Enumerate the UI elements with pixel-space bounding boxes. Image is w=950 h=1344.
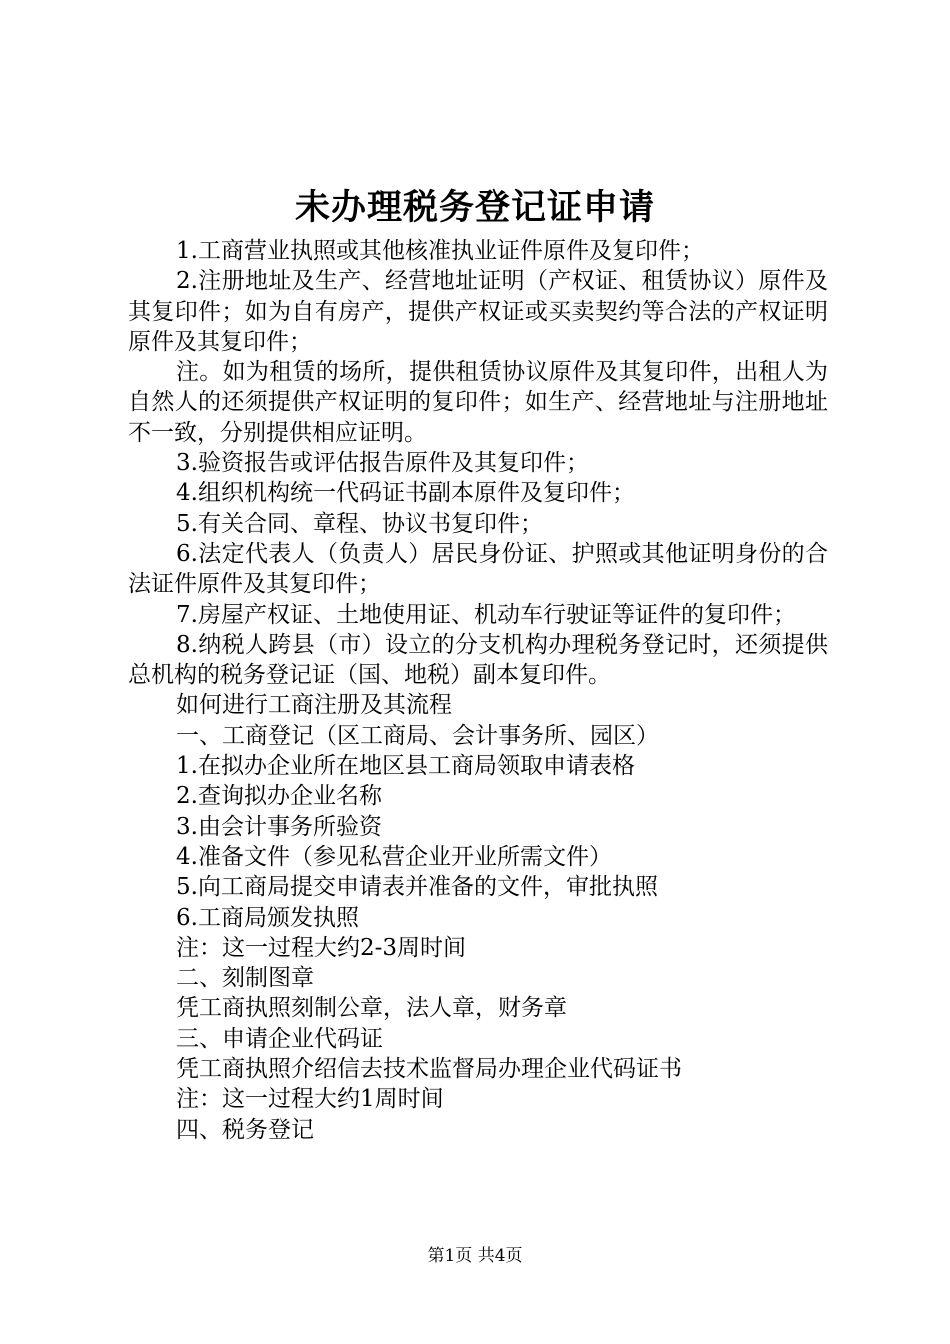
- paragraph-8: 8.纳税人跨县（市）设立的分支机构办理税务登记时，还须提供总机构的税务登记证（国、地税）副本复印件。: [128, 631, 828, 689]
- section-heading-1: 一、工商登记（区工商局、会计事务所、园区）: [176, 722, 659, 749]
- paragraph-5: 5.有关合同、章程、协议书复印件；: [176, 510, 543, 537]
- paragraph-3: 3.验资报告或评估报告原件及其复印件；: [176, 450, 589, 477]
- paragraph-1: 1.工商营业执照或其他核准执业证件原件及复印件；: [176, 238, 704, 264]
- section-heading-3: 三、申请企业代码证: [176, 1025, 383, 1052]
- code-cert-text: 凭工商执照介绍信去技术监督局办理企业代码证书: [176, 1056, 682, 1083]
- step-2: 2.查询拟办企业名称: [176, 783, 382, 810]
- step-4: 4.准备文件（参见私营企业开业所需文件）: [176, 843, 612, 870]
- step-6: 6.工商局颁发执照: [176, 904, 359, 931]
- document-body: [128, 236, 828, 1145]
- section-heading-2: 二、刻制图章: [176, 965, 314, 992]
- document-title: 未办理税务登记证申请: [294, 187, 655, 228]
- step-1: 1.在拟办企业所在地区县工商局领取申请表格: [176, 753, 635, 780]
- paragraph-6: 6.法定代表人（负责人）居民身份证、护照或其他证明身份的合法证件原件及其复印件；: [128, 540, 828, 598]
- page-footer: 第1页 共4页: [427, 1246, 523, 1266]
- paragraph-4: 4.组织机构统一代码证书副本原件及复印件；: [176, 480, 635, 507]
- note-duration-1: 注：这一过程大约2-3周时间: [176, 934, 467, 961]
- note-duration-2: 注：这一过程大约1周时间: [176, 1086, 444, 1113]
- seal-text: 凭工商执照刻制公章，法人章，财务章: [176, 995, 567, 1022]
- section-heading-process: 如何进行工商注册及其流程: [176, 692, 452, 719]
- paragraph-2: 2.注册地址及生产、经营地址证明（产权证、租赁协议）原件及其复印件；如为自有房产，提供产权证或买卖契约等合法的产权证明原件及其复印件；: [128, 268, 828, 355]
- paragraph-7: 7.房屋产权证、土地使用证、机动车行驶证等证件的复印件；: [176, 601, 796, 628]
- paragraph-note-lease: 注。如为租赁的场所，提供租赁协议原件及其复印件，出租人为自然人的还须提供产权证明的复印件；如生产、经营地址与注册地址不一致，分别提供相应证明。: [128, 359, 828, 446]
- step-3: 3.由会计事务所验资: [176, 813, 382, 840]
- section-heading-4: 四、税务登记: [176, 1116, 314, 1143]
- step-5: 5.向工商局提交申请表并准备的文件，审批执照: [176, 874, 658, 901]
